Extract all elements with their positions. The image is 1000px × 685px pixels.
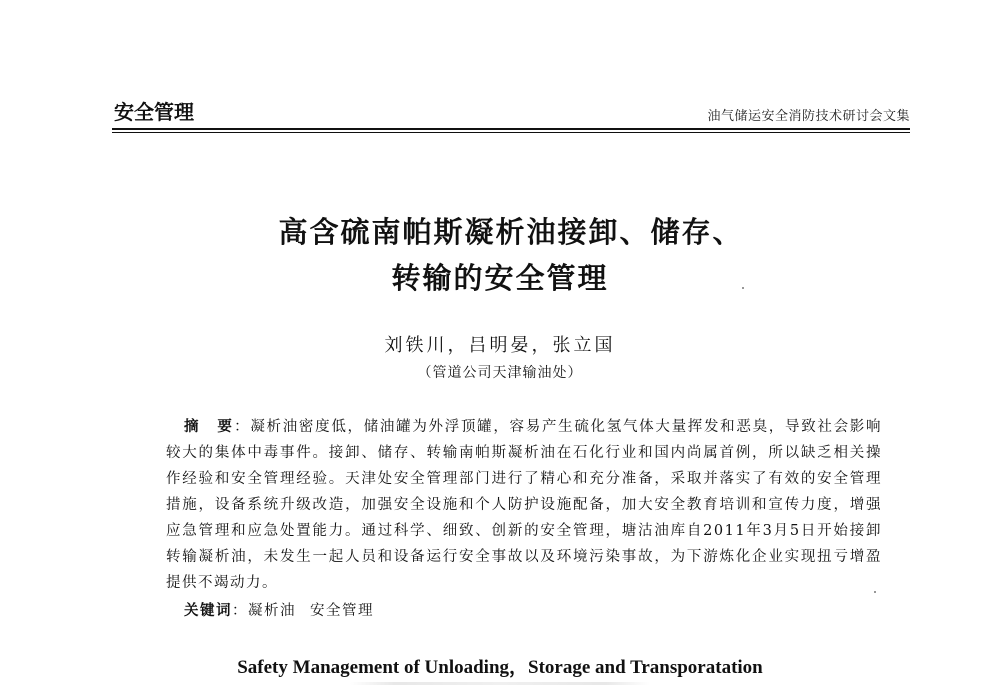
abstract-label: 摘 要 (184, 419, 235, 435)
keywords-separator: ： (232, 603, 248, 619)
authors: 刘铁川，吕明晏，张立国 (384, 335, 616, 356)
english-title: Safety Management of Unloading，Storage and Transporatation (237, 657, 763, 678)
keyword-item: 凝析油 (248, 603, 296, 619)
abstract-separator: ： (234, 419, 251, 435)
running-header (112, 98, 910, 130)
paper-title-line-1: 高含硫南帕斯凝析油接卸、储存、 (278, 215, 744, 249)
section-label: 安全管理 (114, 100, 194, 124)
english-title-continuation (0, 678, 1000, 685)
abstract (166, 414, 882, 596)
paper-title-line-2: 转输的安全管理 (391, 261, 609, 295)
scan-speck (874, 591, 876, 593)
scan-speck (742, 287, 744, 289)
keywords (184, 599, 374, 620)
keyword-item: 安全管理 (310, 603, 374, 619)
affiliation: （管道公司天津输油处） (417, 365, 583, 381)
journal-name: 油气储运安全消防技术研讨会文集 (707, 109, 910, 124)
keywords-label: 关键词 (184, 603, 232, 619)
abstract-text: 凝析油密度低，储油罐为外浮顶罐，容易产生硫化氢气体大量挥发和恶臭，导致社会影响较大的集体中毒事件。接卸、储存、转输南帕斯凝析油在石化行业和国内尚属首例，所以缺乏相关操作经验和安全管理经验。天津处安全管理部门进行了精心和充分准备，采取并落实了有效的安全管理措施，设备系统升级改造，加强安全设施和个人防护设施配备，加大安全教育培训和宣传力度，增强应急管理和应急处置能力。通过科学、细致、创新的安全管理，塘沽油库自2011年3月5日开始接卸转输凝析油，未发生一起人员和设备运行安全事故以及环境污染事故，为下游炼化企业实现扭亏增盈提供不竭动力。 (166, 419, 882, 591)
